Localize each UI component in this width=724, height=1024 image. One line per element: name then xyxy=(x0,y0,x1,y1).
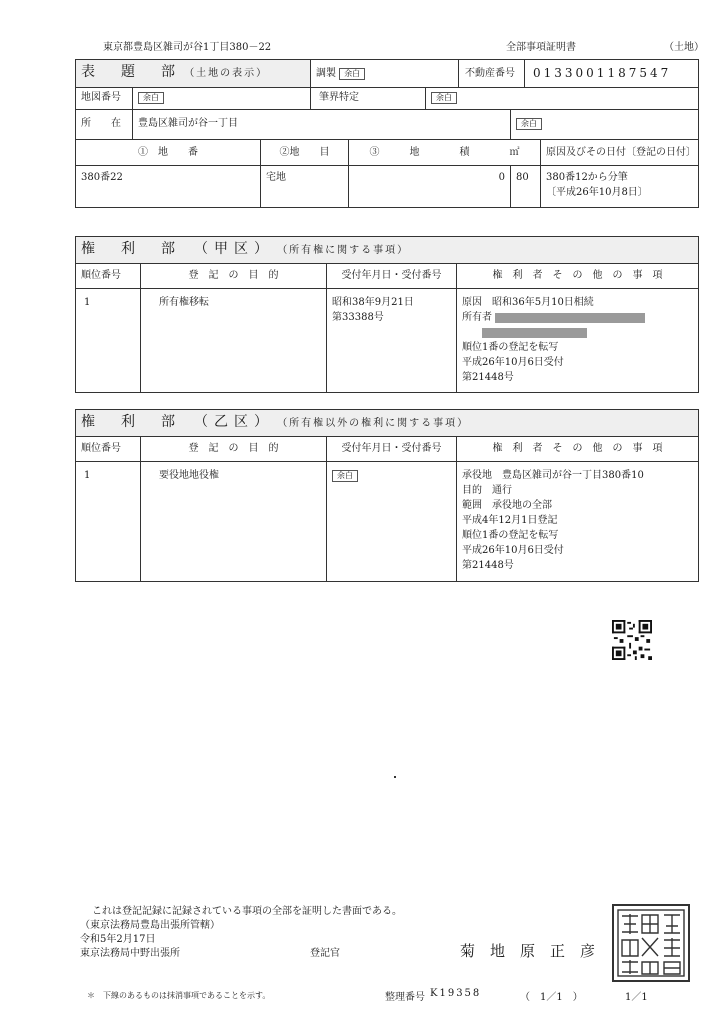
kou-row-kenri-3: 順位1番の登記を転写 xyxy=(462,342,559,353)
kou-row-kenri-2: 所有者 xyxy=(462,312,492,323)
kou-row-kenri-5: 第21448号 xyxy=(462,372,514,383)
footer-seiri-value: K19358 xyxy=(430,988,482,999)
row-chiban: 380番22 xyxy=(76,166,261,208)
hyodai-title: 表 題 部 xyxy=(81,64,181,80)
footer-note: ＊ 下線のあるものは抹消事項であることを示す。 xyxy=(87,991,271,1000)
kou-subtitle: （所有権に関する事項） xyxy=(277,245,410,256)
footer-office: 東京法務局中野出張所 xyxy=(80,948,180,959)
fudosan-number: 0133001187547 xyxy=(533,66,672,80)
footer-cert: これは登記記録に記録されている事項の全部を証明した書面である。 xyxy=(92,906,402,917)
otsu-title-cell xyxy=(76,410,699,437)
owner-redaction xyxy=(495,313,645,323)
seal-pattern xyxy=(614,906,688,980)
otsu-row-kenri-2: 目的 通行 xyxy=(462,485,512,496)
kou-row-kenri-1: 原因 昭和36年5月10日相続 xyxy=(462,297,594,308)
header-land: （土地） xyxy=(664,42,704,53)
hikkai-value-cell xyxy=(426,88,699,110)
otsu-row-kenri-7: 第21448号 xyxy=(462,560,514,571)
header-doc-type: 全部事項証明書 xyxy=(506,42,576,53)
otsu-row-jun: 1 xyxy=(76,462,141,582)
otsu-col-mokuteki: 登 記 の 目 的 xyxy=(141,437,327,462)
otsu-col-uketsuke: 受付年月日・受付番号 xyxy=(327,437,457,462)
kou-row-kenri-4: 平成26年10月6日受付 xyxy=(462,357,564,368)
otsu-table xyxy=(75,409,699,582)
chizu-yohaku-stamp: 余白 xyxy=(138,92,164,104)
kou-row-kenri-cell xyxy=(457,289,699,393)
otsu-subtitle: （所有権以外の権利に関する事項） xyxy=(277,418,470,429)
shozai-right-cell xyxy=(511,110,699,140)
otsu-row-kenri-5: 順位1番の登記を転写 xyxy=(462,530,559,541)
row-genin-1: 380番12から分筆 xyxy=(546,172,628,183)
col-chiban: ① 地 番 xyxy=(76,140,261,166)
col-chiseki: ③ 地 積 ㎡ xyxy=(349,140,541,166)
kou-row-kenri-redact-line xyxy=(462,325,693,340)
row-genin-cell xyxy=(541,166,699,208)
chizu-value-cell xyxy=(133,88,311,110)
kou-row-uketsuke-2: 第33388号 xyxy=(332,312,384,323)
kou-row-mokuteki: 所有権移転 xyxy=(141,289,327,393)
otsu-row-kenri-4: 平成4年12月1日登記 xyxy=(462,515,558,526)
stray-dot xyxy=(394,776,396,778)
shozai-yohaku-stamp: 余白 xyxy=(516,118,542,130)
otsu-yohaku-stamp: 余白 xyxy=(332,470,358,482)
footer-date: 令和5年2月17日 xyxy=(80,934,156,945)
otsu-row-kenri-3: 範囲 承役地の全部 xyxy=(462,500,552,511)
official-seal-icon xyxy=(612,904,690,982)
kou-row-jun: 1 xyxy=(76,289,141,393)
row-chiseki-int: 0 xyxy=(349,166,511,208)
otsu-row-kenri-1: 承役地 豊島区雑司が谷一丁目380番10 xyxy=(462,470,644,481)
hikkai-yohaku-stamp: 余白 xyxy=(431,92,457,104)
kou-title: 権 利 部 （甲区） xyxy=(81,241,274,257)
hyodai-title-cell xyxy=(76,60,311,88)
otsu-col-jun: 順位番号 xyxy=(76,437,141,462)
col-chimoku: ②地 目 xyxy=(261,140,349,166)
kou-col-kenri: 権 利 者 そ の 他 の 事 項 xyxy=(457,264,699,289)
chosei-cell xyxy=(311,60,459,88)
otsu-title: 権 利 部 （乙区） xyxy=(81,414,274,430)
chizu-label: 地図番号 xyxy=(76,88,133,110)
fudosan-cell xyxy=(459,60,699,88)
otsu-row-kenri-6: 平成26年10月6日受付 xyxy=(462,545,564,556)
otsu-row-uketsuke-cell xyxy=(327,462,457,582)
fudosan-label: 不動産番号 xyxy=(459,60,525,87)
kou-table xyxy=(75,236,699,393)
footer-officer-name: 菊 地 原 正 彦 xyxy=(460,942,596,960)
row-chiseki-dec: 80 xyxy=(511,166,541,208)
footer-page-paren: （ 1／1 ） xyxy=(520,992,583,1003)
kou-title-cell xyxy=(76,237,699,264)
row-chimoku: 宅地 xyxy=(261,166,349,208)
hyodai-subtitle: （土地の表示） xyxy=(184,68,269,79)
kou-row-uketsuke-1: 昭和38年9月21日 xyxy=(332,297,414,308)
kou-row-uketsuke-cell xyxy=(327,289,457,393)
kou-col-jun: 順位番号 xyxy=(76,264,141,289)
footer-jurisdiction: （東京法務局豊島出張所管轄） xyxy=(80,920,220,931)
footer-page: 1／1 xyxy=(625,992,648,1003)
otsu-row-kenri-cell xyxy=(457,462,699,582)
kou-col-uketsuke: 受付年月日・受付番号 xyxy=(327,264,457,289)
shozai-label: 所 在 xyxy=(76,110,133,140)
shozai-value: 豊島区雑司が谷一丁目 xyxy=(133,110,511,140)
chosei-label: 調製 xyxy=(316,68,336,79)
kou-row-kenri-2-line xyxy=(462,310,693,325)
otsu-row-mokuteki: 要役地地役権 xyxy=(141,462,327,582)
footer-officer-label: 登記官 xyxy=(310,948,340,959)
col-genin: 原因及びその日付〔登記の日付〕 xyxy=(541,140,699,166)
otsu-col-kenri: 権 利 者 そ の 他 の 事 項 xyxy=(457,437,699,462)
footer-seiri-label: 整理番号 xyxy=(385,992,425,1003)
hyodai-table xyxy=(75,59,699,208)
header-address: 東京都豊島区雑司が谷1丁目380－22 xyxy=(103,42,272,53)
kou-col-mokuteki: 登 記 の 目 的 xyxy=(141,264,327,289)
hikkai-label: 筆界特定 xyxy=(311,88,426,110)
chosei-yohaku-stamp: 余白 xyxy=(339,68,365,80)
row-genin-2: 〔平成26年10月8日〕 xyxy=(546,187,648,198)
address-redaction xyxy=(482,328,587,338)
qr-code-icon xyxy=(612,620,652,660)
